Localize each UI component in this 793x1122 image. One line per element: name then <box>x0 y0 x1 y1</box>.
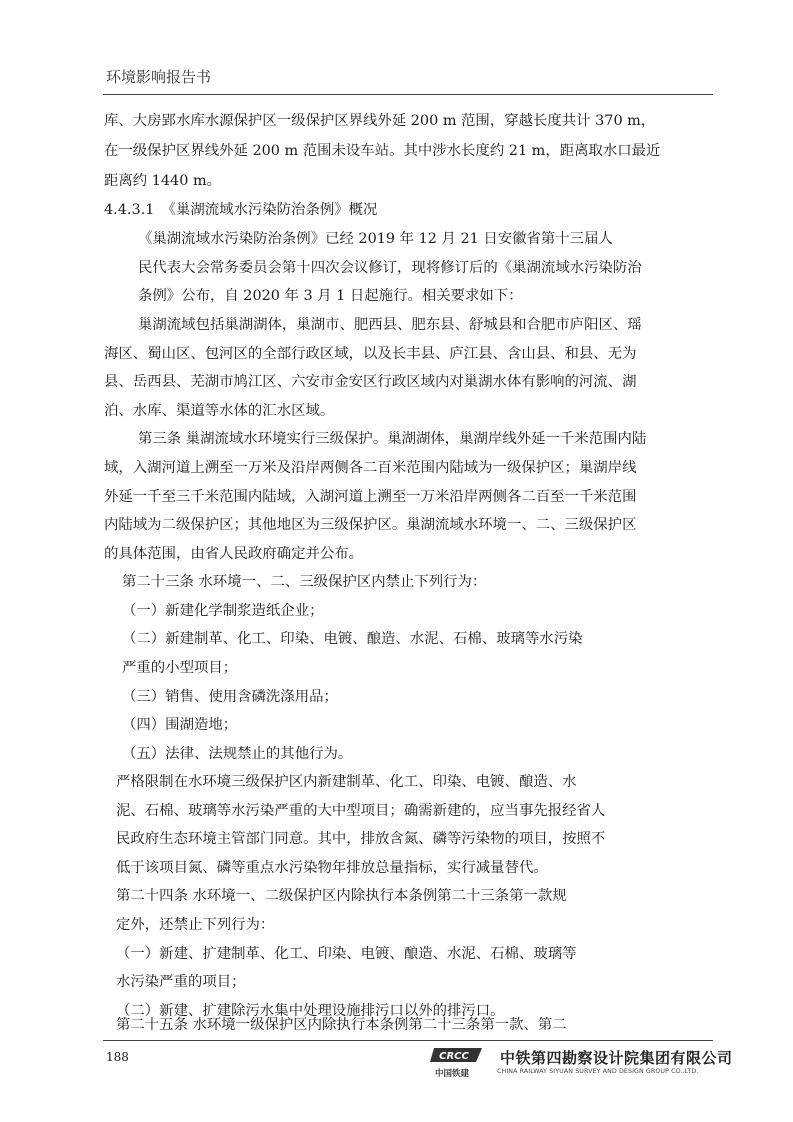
list-item: （二）新建制革、化工、印染、电镀、酿造、水泥、石棉、玻璃等水污染 <box>122 631 583 647</box>
body-line: 海区、蜀山区、包河区的全部行政区域，以及长丰县、庐江县、含山县、和县、无为 <box>104 346 637 362</box>
body-line: 距离约 1440 m。 <box>104 173 221 189</box>
crcc-logo-icon <box>430 1046 490 1080</box>
body-line: 定外，还禁止下列行为： <box>116 917 275 933</box>
body-line: 第二十五条 水环境一级保护区内除执行本条例第二十三条第一款、第二 <box>116 1017 567 1033</box>
list-item: （四）围湖造地； <box>122 717 238 733</box>
company-name-english: CHINA RAILWAY SIYUAN SURVEY AND DESIGN GROUP CO.,LTD. <box>497 1068 699 1075</box>
body-line: 水污染严重的项目； <box>116 974 246 990</box>
footer-divider <box>103 1040 713 1041</box>
body-line: 县、岳西县、芜湖市鸠江区、六安市金安区行政区域内对巢湖水体有影响的河流、湖 <box>104 374 637 390</box>
body-line: 巢湖流域包括巢湖湖体，巢湖市、肥西县、肥东县、舒城县和合肥市庐阳区、瑶 <box>138 317 642 333</box>
body-line: 民代表大会常务委员会第十四次会议修订，现将修订后的《巢湖流域水污染防治 <box>138 260 642 276</box>
body-line: 泊、水库、渠道等水体的汇水区域。 <box>104 403 335 419</box>
body-line: 严格限制在水环境三级保护区内新建制革、化工、印染、电镀、酿造、水 <box>116 774 577 790</box>
body-line: 内陆域为二级保护区；其他地区为三级保护区。巢湖流域水环境一、二、三级保护区 <box>104 517 637 533</box>
section-heading: 4.4.3.1 《巢湖流域水污染防治条例》概况 <box>104 202 378 218</box>
body-line: 《巢湖流域水污染防治条例》已经 2019 年 12 月 21 日安徽省第十三届人 <box>138 231 613 247</box>
list-item: （五）法律、法规禁止的其他行为。 <box>122 746 353 762</box>
list-item: （三）销售、使用含磷洗涤用品； <box>122 689 338 705</box>
body-line: 民政府生态环境主管部门同意。其中，排放含氮、磷等污染物的项目，按照不 <box>116 831 606 847</box>
header-divider <box>103 94 713 95</box>
body-line: 域，入湖河道上溯至一万米及沿岸两侧各二百米范围内陆域为一级保护区；巢湖岸线 <box>104 460 637 476</box>
body-line: 库、大房郢水库水源保护区一级保护区界线外延 200 m 范围，穿越长度共计 370 m， <box>104 113 656 129</box>
body-line: 严重的小型项目； <box>122 660 238 676</box>
body-line: 第二十三条 水环境一、二、三级保护区内禁止下列行为： <box>122 574 487 590</box>
list-item: （二）新建、扩建除污水集中处理设施排污口以外的排污口。 <box>116 1003 505 1019</box>
header-title: 环境影响报告书 <box>106 68 212 86</box>
body-line: 的具体范围，由省人民政府确定并公布。 <box>104 546 364 562</box>
body-line: 泥、石棉、玻璃等水污染严重的大中型项目；确需新建的，应当事先报经省人 <box>116 803 606 819</box>
body-line: 第三条 巢湖流域水环境实行三级保护。巢湖湖体，巢湖岸线外延一千米范围内陆 <box>138 431 647 447</box>
company-name: 中铁第四勘察设计院集团有限公司 <box>500 1049 733 1067</box>
body-line: 在一级保护区界线外延 200 m 范围未设车站。其中涉水长度约 21 m，距离取水口最近 <box>104 143 661 159</box>
svg-text:中国铁建: 中国铁建 <box>434 1069 470 1079</box>
svg-text:CRCC: CRCC <box>439 1051 469 1062</box>
page-number: 188 <box>106 1050 129 1064</box>
body-line: 低于该项目氮、磷等重点水污染物年排放总量指标，实行减量替代。 <box>116 860 548 876</box>
list-item: （一）新建化学制浆造纸企业； <box>122 603 324 619</box>
list-item: （一）新建、扩建制革、化工、印染、电镀、酿造、水泥、石棉、玻璃等 <box>116 946 577 962</box>
body-line: 条例》公布，自 2020 年 3 月 1 日起施行。相关要求如下： <box>138 288 523 304</box>
body-line: 外延一千至三千米范围内陆域，入湖河道上溯至一万米沿岸两侧各二百至一千米范围 <box>104 489 637 505</box>
body-line: 第二十四条 水环境一、二级保护区内除执行本条例第二十三条第一款规 <box>116 888 567 904</box>
